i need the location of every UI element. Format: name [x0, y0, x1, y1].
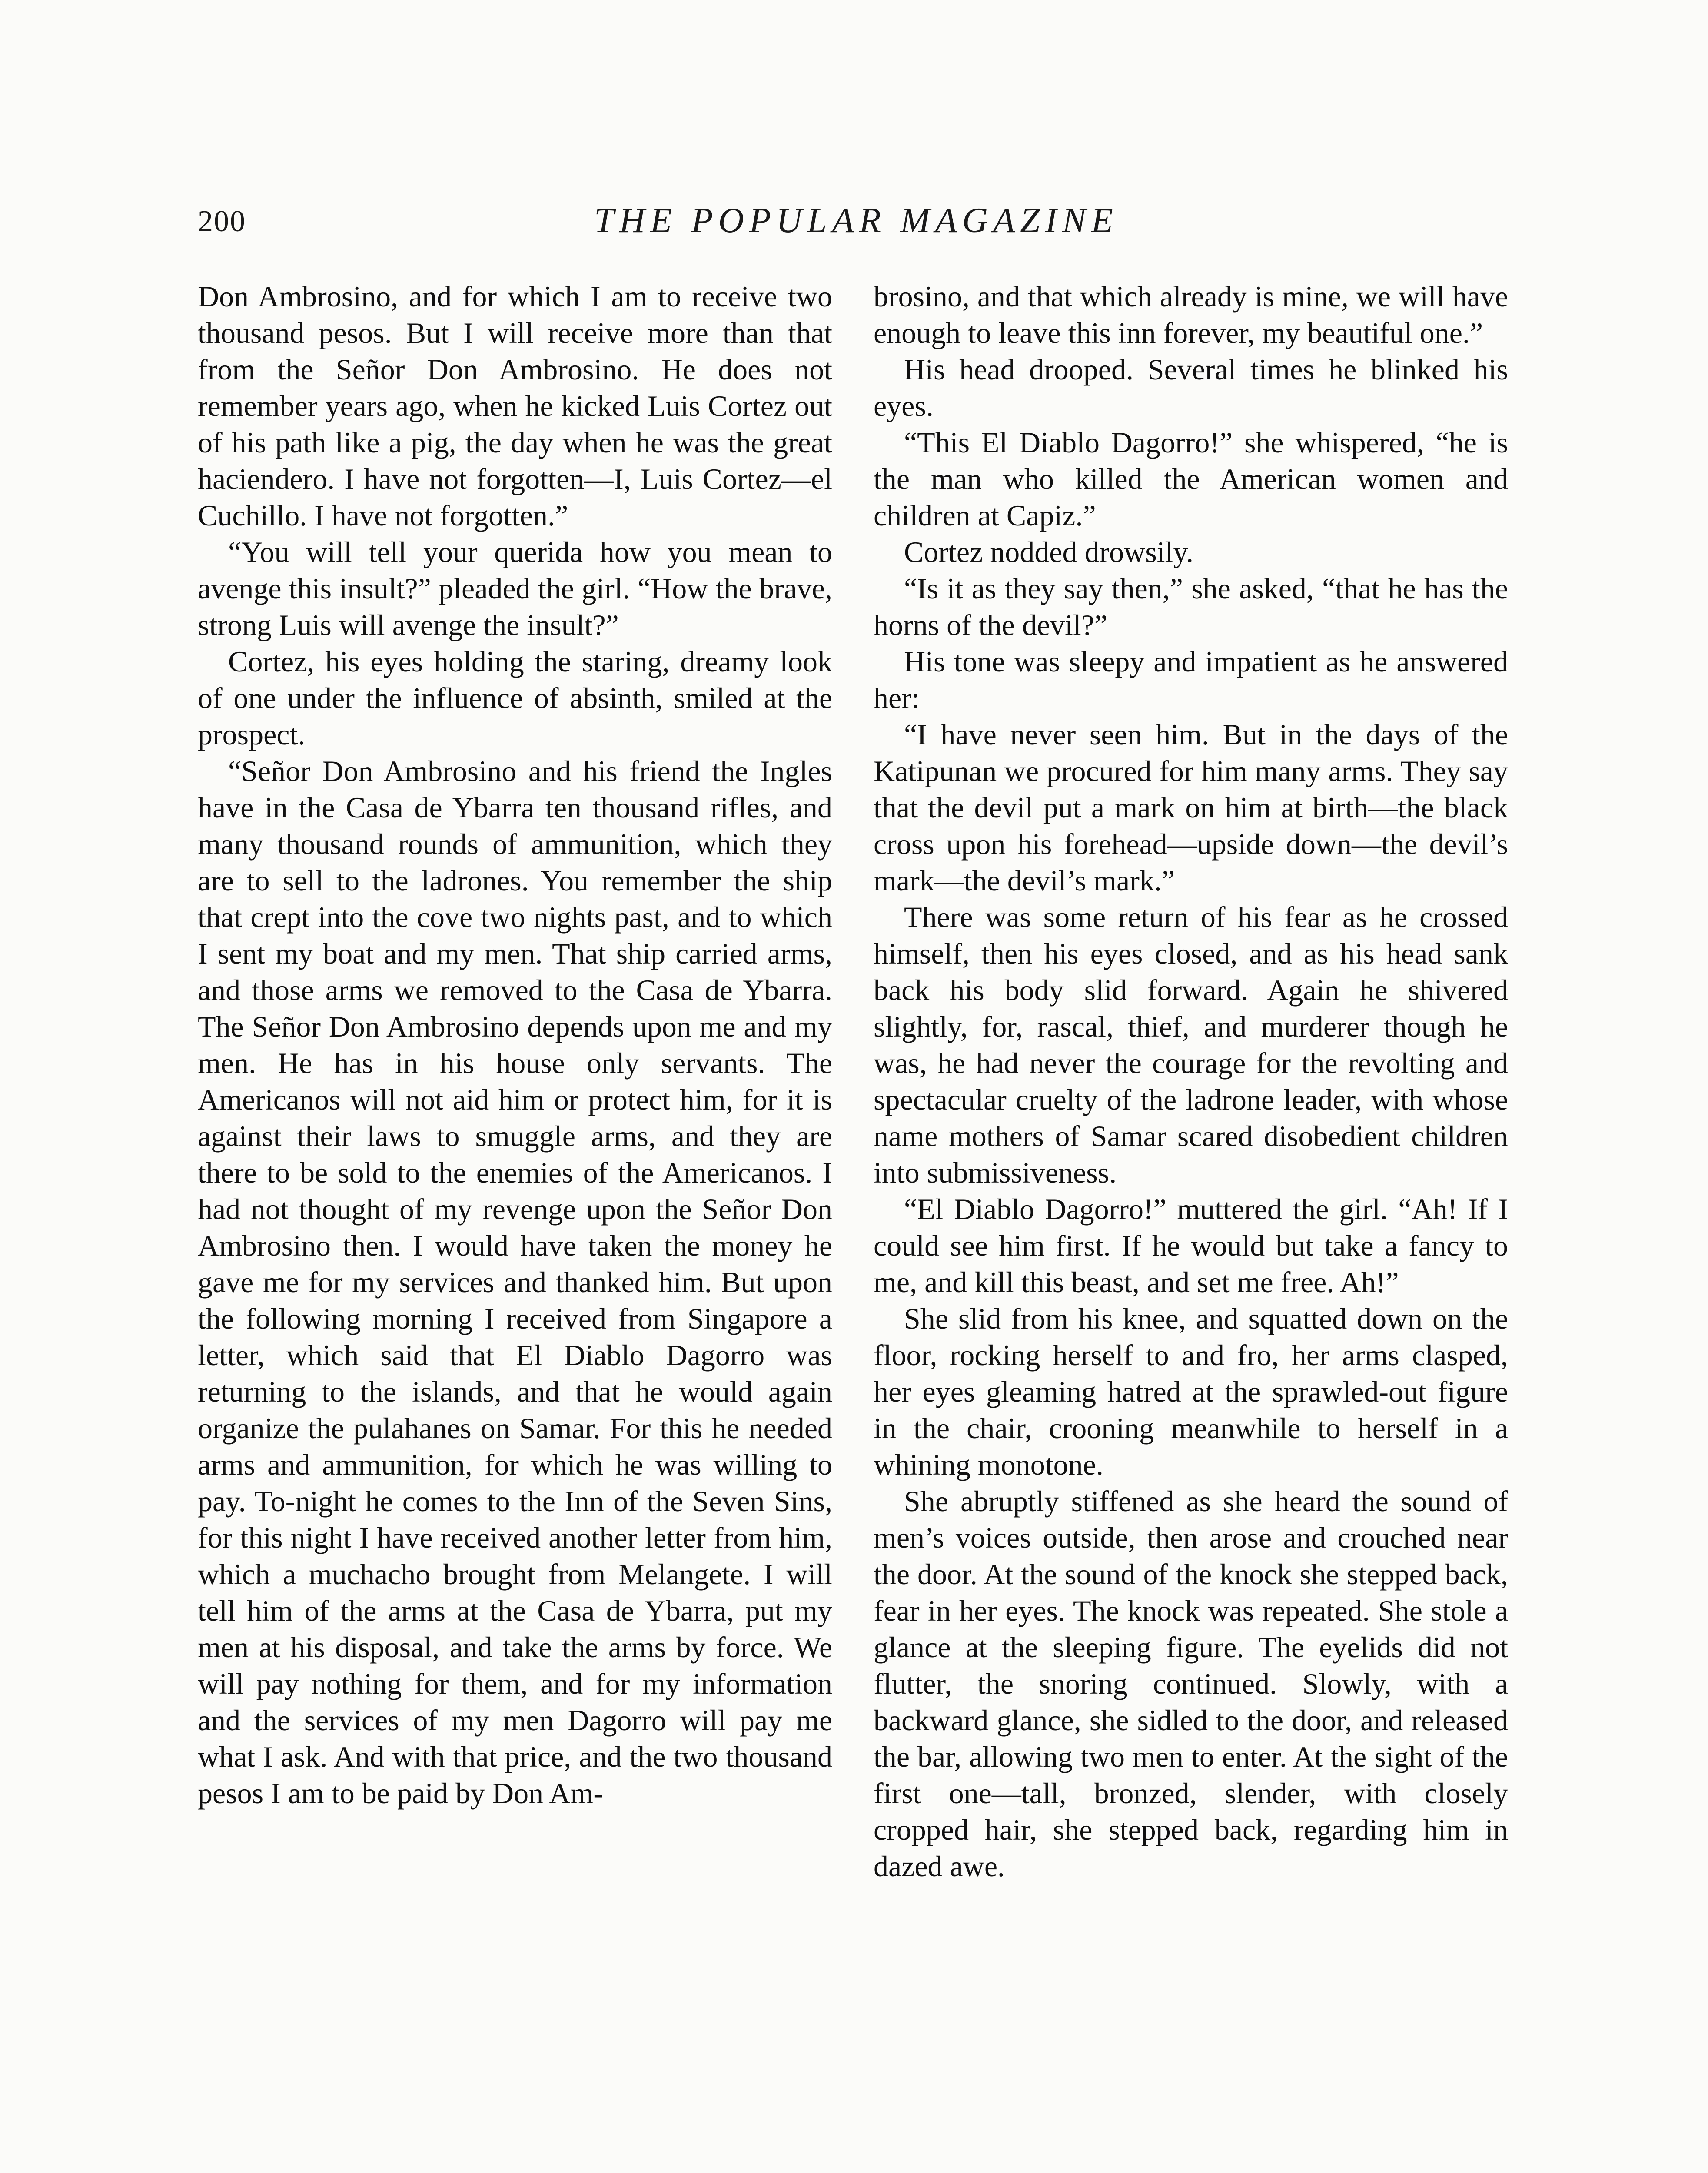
paragraph: Cortez nodded drowsily. [904, 535, 1194, 568]
magazine-title: THE POPULAR MAGAZINE [594, 200, 1118, 240]
paragraph: There was some return of his fear as he crossed himself, then his eyes closed, and as his head sank back his body slid forward. Again he shivered slightly, for, rascal, thief, and murderer though he was, he had never the courage for the revolting and spectacular cruelty of the ladrone leader, with whose name mothers of Samar scared disobedient children into submissiveness. [874, 900, 1508, 1189]
paragraph: She abruptly stiffened as she heard the sound of men’s voices outside, then arose and crouched near the door. At the sound of the knock she stepped back, fear in her eyes. The knock was repeated. She stole a glance at the sleeping figure. The eyelids did not flutter, the snoring continued. Slowly, with a backward glance, she sidled to the door, and released the bar, allowing two men to enter. At the sight of the first one—tall, bronzed, slender, with closely cropped hair, she stepped back, regarding him in dazed awe. [874, 1485, 1508, 1883]
paragraph: His head drooped. Several times he blinked his eyes. [874, 353, 1508, 422]
paragraph: She slid from his knee, and squatted down on the floor, rocking herself to and fro, her arms clasped, her eyes gleaming hatred at the sprawled-out figure in the chair, crooning meanwhile to herself in a whining monotone. [874, 1302, 1508, 1481]
paragraph: His tone was sleepy and impatient as he answered her: [874, 645, 1508, 714]
paragraph: “Is it as they say then,” she asked, “that he has the horns of the devil?” [874, 572, 1508, 641]
paragraph: “I have never seen him. But in the days of the Katipunan we procured for him many arms. They say that the devil put a mark on him at birth—the black cross upon his forehead—upside down—the devil’s mark—the devil’s mark.” [874, 718, 1508, 897]
paragraph: “Señor Don Ambrosino and his friend the Ingles have in the Casa de Ybarra ten thousand rifles, and many thousand rounds of ammunition, which they are to sell to the ladrones. You remember the ship that crept into the cove two nights past, and to which I sent my boat and my men. That ship carried arms, and those arms we removed to the Casa de Ybarra. The Señor Don Ambrosino depends upon me and my men. He has in his house only servants. The Americanos will not aid him or protect him, for it is against their laws to smuggle arms, and they are there to be sold to the enemies of the Americanos. I had not thought of my revenge upon the Señor Don Ambrosino then. I would have taken the money he gave me for my services and thanked him. But upon the following morning I received from Singapore a letter, which said that El Diablo Dagorro was returning to the islands, and that he would again organize the pulahanes on Samar. For this he needed arms and ammunition, for which he was willing to pay. To-night he comes to the Inn of the Seven Sins, for this night I have received another letter from him, which a muchacho brought from Melangete. I will tell him of the arms at the Casa de Ybarra, put my men at his disposal, and take the arms by force. We will pay nothing for them, and for my information and the services of my men Dagorro will pay me what I ask. And with that price, and the two thousand pesos I am to be paid by Don Am- [198, 754, 832, 1810]
paragraph: brosino, and that which already is mine, we will have enough to leave this inn forever, my beautiful one.” [874, 280, 1508, 349]
paragraph: “This El Diablo Dagorro!” she whispered, “he is the man who killed the American women and children at Capiz.” [874, 426, 1508, 532]
left-column [198, 278, 832, 1811]
right-column [874, 278, 1508, 1884]
paragraph: “El Diablo Dagorro!” muttered the girl. “Ah! If I could see him first. If he would but take a fancy to me, and kill this beast, and set me free. Ah!” [874, 1193, 1508, 1299]
paragraph: Don Ambrosino, and for which I am to receive two thousand pesos. But I will receive more than that from the Señor Don Ambrosino. He does not remember years ago, when he kicked Luis Cortez out of his path like a pig, the day when he was the great haciendero. I have not forgotten—I, Luis Cortez—el Cuchillo. I have not forgotten.” [198, 280, 832, 532]
paragraph: “You will tell your querida how you mean to avenge this insult?” pleaded the girl. “How the brave, strong Luis will avenge the insult?” [198, 535, 832, 641]
running-head [198, 200, 1515, 252]
paragraph: Cortez, his eyes holding the staring, dreamy look of one under the influence of absinth, smiled at the prospect. [198, 645, 832, 751]
page-number: 200 [198, 205, 246, 238]
